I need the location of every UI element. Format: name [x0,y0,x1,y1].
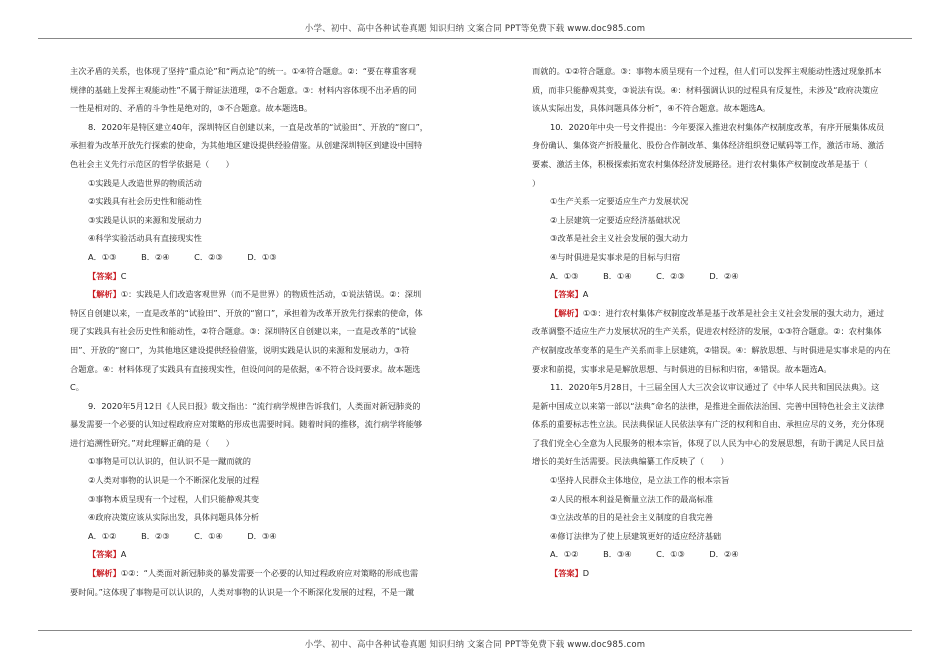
question-10-answer [532,285,915,304]
answer-value: A [582,289,589,300]
question-9-answer [70,545,453,564]
question-8-option: ④科学实验活动具有直接现实性 [88,233,202,244]
choice: D．①③ [247,251,277,262]
answer-value: A [120,549,127,560]
choice: B．①④ [603,270,632,281]
question-11-option: ②人民的根本利益是衡量立法工作的最高标准 [550,493,713,504]
choice: D．③④ [247,530,277,541]
question-10-choices [532,267,915,286]
explanation-text: 要时间。”这体现了事物是可以认识的，人类对事物的认识是一个不断深化发展的过程，不是一蹴 [70,586,415,597]
explanation-text: ①③：进行农村集体产权制度改革是基于改革是社会主义社会发展的强大动力，通过 [582,307,885,318]
question-9-option: ②人类对事物的认识是一个不断深化发展的过程 [88,475,260,486]
explanation-text: 合题意。④：材料体现了实践具有直接现实性，但设问问的是依据，④不符合设问要求。故本题选 [70,363,421,374]
choice: C．②③ [656,270,685,281]
question-9-explanation [70,564,453,583]
choice: A．①② [88,530,117,541]
question-9-stem: 进行追溯性研究。”对此理解正确的是（ ） [70,437,234,448]
answer-label: 【答案】 [88,549,121,560]
question-11-stem: 体系的重要标志性立法。民法典保证人民依法享有广泛的权利和自由、承担应尽的义务，充分体现 [532,419,885,430]
question-10-stem: ） [532,177,541,188]
text-line: 主次矛盾的关系，也体现了坚持“重点论”和“两点论”的统一。①④符合题意。②：“要在尊重客观 [70,66,417,76]
question-11-stem: 了我们党全心全意为人民服务的根本宗旨，体现了以人民为中心的发展思想，有助于满足人民日益 [532,437,885,448]
choice: A．①③ [88,251,117,262]
explanation-text: 要求和前提，实事求是是解放思想、与时俱进的目标和归宿，④错误。故本题选A。 [532,363,832,374]
explanation-label: 【解析】 [88,568,121,579]
text-line: 而就的。①②符合题意。③：事物本质呈现有一个过程，但人们可以发挥主观能动性透过现象抓本 [532,66,882,76]
choice: B．②③ [141,530,170,541]
question-11-stem: 是新中国成立以来第一部以“法典”命名的法律，是推进全面依法治国、完善中国特色社会主义法律 [532,400,885,411]
answer-label: 【答案】 [550,568,583,579]
text-line: 一性是相对的、矛盾的斗争性是绝对的，③不合题意。故本题选B。 [70,103,313,114]
question-9-stem: 9．2020年5月12日《人民日报》载文指出：“流行病学规律告诉我们，人类面对新冠肺炎的 [88,400,421,411]
explanation-text: ①②：“人类面对新冠肺炎的暴发需要一个必要的认知过程政府应对策略的形成也需 [120,568,419,579]
question-10-stem: 要素、激活主体，积极探索拓宽农村集体经济发展路径。进行农村集体产权制度改革是基于（ [532,158,868,169]
question-10-stem: 身份确认、集体资产折股量化、股份合作制改革、集体经济组织登记赋码等工作，激活市场、激活 [532,140,885,151]
page-footer: 小学、初中、高中各种试卷真题 知识归纳 文案合同 PPT等免费下载 www.doc985.com [304,640,646,650]
text-line: 该从实际出发，具体问题具体分析”，④不符合题意。故本题选A。 [532,103,771,114]
question-9-choices [70,527,453,546]
question-10-stem: 10．2020年中央一号文件提出：今年要深入推进农村集体产权制度改革，有序开展集体成员 [550,121,885,132]
question-10-option: ①生产关系一定要适应生产力发展状况 [550,196,689,207]
answer-label: 【答案】 [88,270,121,281]
explanation-text: 特区自创建以来，一直是改革的“试验田”、开放的“窗口”，承担着为改革开放先行探索的使命，体 [70,307,423,318]
question-8-choices [70,248,453,267]
question-9-stem: 暴发需要一个必要的认知过程政府应对策略的形成也需要时间。随着时间的推移，流行病学将能够 [70,419,423,430]
question-8-stem: 8．2020年是特区建立40年，深圳特区自创建以来，一直是改革的“试验田”、开放的“窗口”， [88,121,428,132]
answer-label: 【答案】 [550,289,583,300]
choice: B．②④ [141,251,170,262]
left-column [70,62,453,601]
text-line: 规律的基础上发挥主观能动性”不属于辩证法道理，②不合题意。③：材料内容体现不出矛盾的同 [70,84,417,95]
explanation-text: ①：实践是人们改造客观世界（而不是世界）的物质性活动，①说法错误。②：深圳 [120,289,422,300]
question-10-option: ③改革是社会主义社会发展的强大动力 [550,233,689,244]
header-rule [38,38,912,39]
explanation-text: 田”、开放的“窗口”，为其他地区建设提供经验借鉴，说明实践是认识的来源和发展动力，③符 [70,344,410,355]
question-11-stem: 11．2020年5月28日，十三届全国人大三次会议审议通过了《中华人民共和国民法典》。这 [550,382,880,393]
question-8-answer [70,267,453,286]
page-header: 小学、初中、高中各种试卷真题 知识归纳 文案合同 PPT等免费下载 www.doc985.com [304,24,646,34]
question-8-option: ②实践具有社会历史性和能动性 [88,196,202,207]
question-11-stem: 增长的美好生活需要。民法典编纂工作反映了（ ） [532,456,729,467]
question-10-explanation [532,304,915,323]
explanation-text: 现了实践具有社会历史性和能动性，②符合题意。③：深圳特区自创建以来，一直是改革的“试验 [70,326,417,337]
choice: A．①③ [550,270,579,281]
choice: C．②③ [194,251,223,262]
footer-rule [38,630,912,631]
explanation-label: 【解析】 [550,307,583,318]
question-9-option: ④政府决策应该从实际出发，具体问题具体分析 [88,512,260,523]
question-11-answer [532,564,915,583]
question-8-stem: 承担着为改革开放先行探索的使命，为其他地区建设提供经验借鉴。从创建深圳特区到建设中国特 [70,140,423,151]
explanation-text: 产权制度改革变革的是生产关系而非上层建筑，②错误。④：解放思想、与时俱进是实事求是的内在 [532,344,891,355]
question-11-option: ①坚持人民群众主体地位，是立法工作的根本宗旨 [550,475,730,486]
choice: D．②④ [709,549,739,560]
question-11-option: ③立法改革的目的是社会主义制度的自我完善 [550,512,713,523]
choice: A．①② [550,549,579,560]
answer-value: D [582,568,590,579]
explanation-text: C。 [70,382,84,393]
question-10-option: ②上层建筑一定要适应经济基础状况 [550,214,681,225]
choice: D．②④ [709,270,739,281]
explanation-label: 【解析】 [88,289,121,300]
question-10-option: ④与时俱进是实事求是的目标与归宿 [550,251,681,262]
choice: B．③④ [603,549,632,560]
choice: C．①③ [656,549,685,560]
choice: C．①④ [194,530,223,541]
explanation-text: 改革调整不适应生产力发展状况的生产关系，促进农村经济的发展，①③符合题意。②：农村集体 [532,326,882,337]
answer-value: C [120,270,127,281]
question-9-option: ③事物本质呈现有一个过程，人们只能静观其变 [88,493,260,504]
question-11-choices [532,545,915,564]
question-8-option: ③实践是认识的来源和发展动力 [88,214,202,225]
question-11-option: ④修订法律为了使上层建筑更好的适应经济基础 [550,530,722,541]
question-9-option: ①事物是可以认识的，但认识不是一蹴而就的 [88,456,251,467]
question-8-explanation [70,285,453,304]
question-8-option: ①实践是人改造世界的物质活动 [88,177,202,188]
question-8-stem: 色社会主义先行示范区的哲学依据是（ ） [70,158,234,169]
text-line: 质，而非只能静观其变，③说法有误。④：材料强调认识的过程具有反复性，未涉及“政府决策应 [532,84,879,95]
right-column [532,62,915,583]
